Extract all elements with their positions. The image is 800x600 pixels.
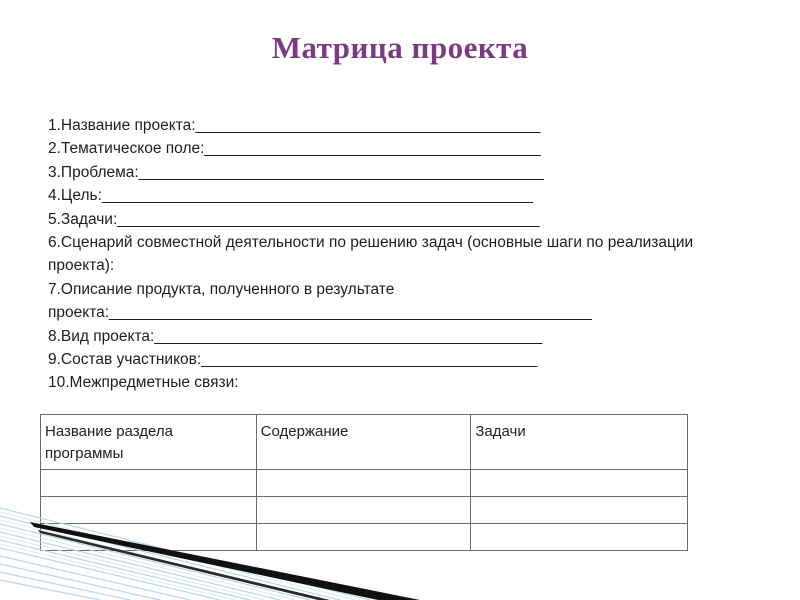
table-cell [471, 524, 688, 551]
table-cell [41, 497, 257, 524]
table-cell [256, 497, 471, 524]
table-row [41, 524, 688, 551]
table-cell [41, 470, 257, 497]
interdisciplinary-table [40, 414, 688, 551]
form-line-product-description-cont: проекта:________________________________________________________ [48, 304, 592, 322]
interdisciplinary-table-wrap [40, 414, 688, 551]
table-cell [471, 470, 688, 497]
table-header-tasks: Задачи [471, 415, 688, 470]
slide-title: Матрица проекта [271, 30, 529, 65]
form-line-product-description: 7.Описание продукта, полученного в результате [48, 280, 395, 298]
form-line-project-type: 8.Вид проекта:_____________________________________________ [48, 327, 543, 345]
table-header-content: Содержание [256, 415, 471, 470]
table-cell [256, 524, 471, 551]
project-form [48, 114, 718, 395]
form-line-thematic-field: 2.Тематическое поле:_______________________________________ [48, 140, 541, 158]
form-line-problem: 3.Проблема:_______________________________________________ [48, 163, 544, 181]
table-header-section: Название раздела программы [41, 415, 257, 470]
form-line-tasks: 5.Задачи:_________________________________________________ [48, 210, 540, 228]
table-header-row [41, 415, 688, 470]
form-line-goal: 4.Цель:__________________________________________________ [48, 187, 533, 205]
form-line-interdisciplinary: 10.Межпредметные связи: [48, 374, 239, 392]
form-line-project-name: 1.Название проекта:________________________________________ [48, 117, 541, 134]
table-cell [41, 524, 257, 551]
table-cell [256, 470, 471, 497]
table-row [41, 497, 688, 524]
table-row [41, 470, 688, 497]
table-cell [471, 497, 688, 524]
form-line-scenario: 6.Сценарий совместной деятельности по решению задач (основные шаги по реализации проекта): [48, 234, 694, 275]
form-line-participants: 9.Состав участников:_______________________________________ [48, 351, 538, 369]
